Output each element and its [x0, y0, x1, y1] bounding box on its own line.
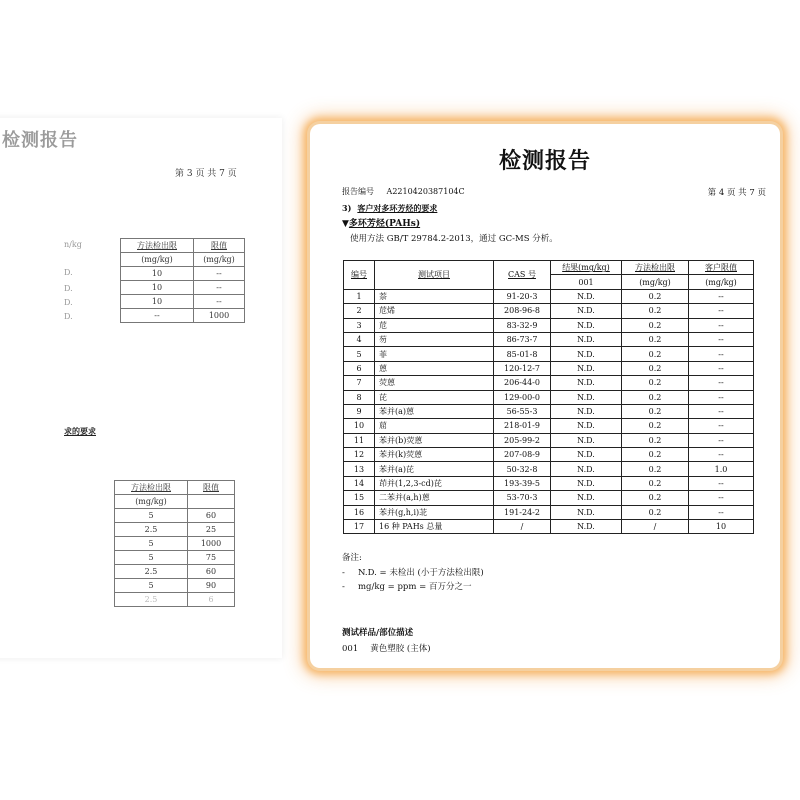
- table-header-unit: (mg/kg): [121, 253, 194, 267]
- cell-mdl: 0.2: [622, 476, 689, 490]
- cell-no: 6: [344, 361, 375, 375]
- report-number: [342, 186, 465, 197]
- cell-no: 11: [344, 433, 375, 447]
- cell-cas: 208-96-8: [494, 304, 551, 318]
- cell-result: N.D.: [551, 390, 622, 404]
- back-page-number: 第 3 页 共 7 页: [175, 169, 237, 179]
- note-dash: -: [342, 582, 345, 592]
- cell-mdl: 0.2: [622, 332, 689, 346]
- back-table-a: [120, 238, 245, 323]
- table-cell: 75: [188, 551, 235, 565]
- table-row: [115, 593, 235, 607]
- report-number-label: 报告编号: [342, 187, 374, 196]
- cell-item: 苯并(a)蒽: [375, 404, 494, 418]
- table-row: [344, 376, 754, 390]
- note-item: [342, 566, 484, 578]
- table-row: [344, 347, 754, 361]
- table-cell: 10: [121, 281, 194, 295]
- table-cell: 2.5: [115, 565, 188, 579]
- cell-result: N.D.: [551, 448, 622, 462]
- table-cell: --: [194, 295, 245, 309]
- sample-row: [342, 642, 431, 654]
- table-cell: 60: [188, 565, 235, 579]
- cell-limit: --: [689, 304, 754, 318]
- section-title: 客户对多环芳烃的要求: [357, 203, 438, 213]
- cell-cas: 120-12-7: [494, 361, 551, 375]
- cell-mdl: 0.2: [622, 304, 689, 318]
- back-page: [0, 118, 282, 658]
- back-section-label: 求的要求: [64, 426, 96, 436]
- cell-result: N.D.: [551, 404, 622, 418]
- cell-mdl: 0.2: [622, 318, 689, 332]
- cell-cas: /: [494, 520, 551, 534]
- sample-id: 001: [342, 644, 359, 654]
- cell-no: 17: [344, 520, 375, 534]
- cell-item: 苯并(k)荧蒽: [375, 448, 494, 462]
- col-header-limit-unit: (mg/kg): [689, 275, 754, 289]
- page-title: 检测报告: [498, 149, 591, 174]
- sample-desc: 黄色塑胶 (主体): [370, 644, 431, 654]
- subsection-heading: [342, 216, 420, 229]
- method-text: 使用方法 GB/T 29784.2-2013，通过 GC-MS 分析。: [350, 234, 558, 244]
- cell-result: N.D.: [551, 462, 622, 476]
- cell-result: N.D.: [551, 332, 622, 346]
- note-text: mg/kg = ppm = 百万分之一: [358, 582, 472, 592]
- table-row: [121, 239, 245, 253]
- table-row: [344, 448, 754, 462]
- cell-result: N.D.: [551, 419, 622, 433]
- cell-no: 16: [344, 505, 375, 519]
- back-side-label: D.: [64, 298, 73, 307]
- table-cell: 1000: [194, 309, 245, 323]
- col-header-sample: 001: [551, 275, 622, 289]
- cell-item: 苊: [375, 318, 494, 332]
- back-page-title: 检测报告: [2, 130, 78, 151]
- cell-cas: 50-32-8: [494, 462, 551, 476]
- cell-limit: --: [689, 505, 754, 519]
- table-row: [121, 267, 245, 281]
- cell-mdl: 0.2: [622, 505, 689, 519]
- table-cell: 5: [115, 509, 188, 523]
- cell-result: N.D.: [551, 476, 622, 490]
- table-header-unit: (mg/kg): [194, 253, 245, 267]
- col-header-mdl-unit: (mg/kg): [622, 275, 689, 289]
- back-side-label: D.: [64, 284, 73, 293]
- samples-title: 测试样品/部位描述: [342, 628, 414, 638]
- cell-no: 13: [344, 462, 375, 476]
- cell-no: 1: [344, 289, 375, 303]
- cell-limit: --: [689, 491, 754, 505]
- table-cell: --: [121, 309, 194, 323]
- table-row: [344, 390, 754, 404]
- cell-no: 14: [344, 476, 375, 490]
- table-header: 限值: [188, 481, 235, 495]
- cell-limit: --: [689, 419, 754, 433]
- cell-mdl: 0.2: [622, 347, 689, 361]
- section-number: 3): [342, 203, 352, 213]
- table-row: [344, 404, 754, 418]
- table-row: [344, 318, 754, 332]
- table-row: [115, 565, 235, 579]
- cell-cas: 191-24-2: [494, 505, 551, 519]
- cell-result: N.D.: [551, 304, 622, 318]
- cell-cas: 218-01-9: [494, 419, 551, 433]
- cell-no: 8: [344, 390, 375, 404]
- table-cell: 2.5: [115, 593, 188, 607]
- cell-item: 萘: [375, 289, 494, 303]
- note-dash: -: [342, 568, 345, 578]
- notes-title: 备注:: [342, 553, 362, 563]
- table-row: [115, 537, 235, 551]
- cell-no: 9: [344, 404, 375, 418]
- table-row: [344, 419, 754, 433]
- front-page: [310, 124, 780, 668]
- cell-limit: 10: [689, 520, 754, 534]
- back-side-label: n/kg: [64, 240, 82, 249]
- cell-cas: 205-99-2: [494, 433, 551, 447]
- cell-limit: --: [689, 332, 754, 346]
- table-header: 方法检出限: [121, 239, 194, 253]
- cell-item: 菲: [375, 347, 494, 361]
- col-header-result: 结果(mg/kg): [551, 261, 622, 275]
- table-header-unit: [188, 495, 235, 509]
- table-row: [344, 361, 754, 375]
- cell-result: N.D.: [551, 491, 622, 505]
- cell-result: N.D.: [551, 520, 622, 534]
- table-row: [115, 495, 235, 509]
- table-cell: 2.5: [115, 523, 188, 537]
- table-cell: 1000: [188, 537, 235, 551]
- table-cell: 5: [115, 551, 188, 565]
- cell-item: 芴: [375, 332, 494, 346]
- results-table: [343, 260, 754, 534]
- table-row: [344, 462, 754, 476]
- table-row: [344, 491, 754, 505]
- cell-mdl: 0.2: [622, 361, 689, 375]
- cell-cas: 85-01-8: [494, 347, 551, 361]
- section-heading: [342, 203, 437, 214]
- table-row: [344, 289, 754, 303]
- table-row: [115, 481, 235, 495]
- cell-mdl: /: [622, 520, 689, 534]
- table-cell: --: [194, 267, 245, 281]
- cell-item: 苯并(a)芘: [375, 462, 494, 476]
- cell-item: 16 种 PAHs 总量: [375, 520, 494, 534]
- col-header-no: 编号: [344, 261, 375, 290]
- table-cell: --: [194, 281, 245, 295]
- cell-mdl: 0.2: [622, 376, 689, 390]
- cell-result: N.D.: [551, 318, 622, 332]
- col-header-item: 测试项目: [375, 261, 494, 290]
- cell-limit: --: [689, 433, 754, 447]
- cell-mdl: 0.2: [622, 289, 689, 303]
- cell-cas: 56-55-3: [494, 404, 551, 418]
- note-text: N.D. = 未检出 (小于方法检出限): [358, 568, 484, 578]
- cell-limit: --: [689, 448, 754, 462]
- cell-mdl: 0.2: [622, 419, 689, 433]
- cell-cas: 91-20-3: [494, 289, 551, 303]
- cell-cas: 83-32-9: [494, 318, 551, 332]
- table-cell: 90: [188, 579, 235, 593]
- cell-cas: 206-44-0: [494, 376, 551, 390]
- table-row: [115, 523, 235, 537]
- cell-item: 蒽: [375, 361, 494, 375]
- cell-result: N.D.: [551, 361, 622, 375]
- cell-mdl: 0.2: [622, 448, 689, 462]
- table-row: [115, 579, 235, 593]
- cell-result: N.D.: [551, 376, 622, 390]
- cell-no: 7: [344, 376, 375, 390]
- cell-no: 12: [344, 448, 375, 462]
- cell-limit: --: [689, 318, 754, 332]
- cell-limit: --: [689, 376, 754, 390]
- cell-item: 茚并(1,2,3-cd)芘: [375, 476, 494, 490]
- cell-limit: --: [689, 404, 754, 418]
- cell-item: 苊烯: [375, 304, 494, 318]
- table-cell: 25: [188, 523, 235, 537]
- table-row: [344, 476, 754, 490]
- cell-limit: --: [689, 476, 754, 490]
- cell-cas: 207-08-9: [494, 448, 551, 462]
- table-row: [344, 505, 754, 519]
- cell-result: N.D.: [551, 433, 622, 447]
- table-row: [121, 295, 245, 309]
- cell-cas: 53-70-3: [494, 491, 551, 505]
- table-cell: 6: [188, 593, 235, 607]
- cell-limit: 1.0: [689, 462, 754, 476]
- page-number: 第 4 页 共 7 页: [707, 188, 766, 198]
- cell-item: 苯并(b)荧蒽: [375, 433, 494, 447]
- cell-item: 芘: [375, 390, 494, 404]
- cell-no: 2: [344, 304, 375, 318]
- cell-cas: 86-73-7: [494, 332, 551, 346]
- cell-item: 二苯并(a,h)蒽: [375, 491, 494, 505]
- cell-result: N.D.: [551, 289, 622, 303]
- table-header: 方法检出限: [115, 481, 188, 495]
- table-cell: 5: [115, 579, 188, 593]
- back-side-label: D.: [64, 268, 73, 277]
- table-row: [344, 304, 754, 318]
- table-header-row: [344, 261, 754, 275]
- cell-no: 4: [344, 332, 375, 346]
- cell-mdl: 0.2: [622, 491, 689, 505]
- cell-cas: 129-00-0: [494, 390, 551, 404]
- cell-no: 5: [344, 347, 375, 361]
- table-row: [121, 253, 245, 267]
- table-cell: 10: [121, 267, 194, 281]
- triangle-down-icon: ▼: [342, 219, 349, 229]
- cell-no: 15: [344, 491, 375, 505]
- table-cell: 60: [188, 509, 235, 523]
- table-cell: 10: [121, 295, 194, 309]
- cell-item: 䓛: [375, 419, 494, 433]
- cell-item: 荧蒽: [375, 376, 494, 390]
- subsection-title: 多环芳烃(PAHs): [348, 219, 421, 229]
- cell-result: N.D.: [551, 505, 622, 519]
- back-table-b: [114, 480, 235, 607]
- col-header-mdl: 方法检出限: [622, 261, 689, 275]
- table-row: [115, 551, 235, 565]
- col-header-cas: CAS 号: [494, 261, 551, 290]
- cell-mdl: 0.2: [622, 462, 689, 476]
- table-row: [344, 332, 754, 346]
- cell-limit: --: [689, 390, 754, 404]
- cell-mdl: 0.2: [622, 433, 689, 447]
- cell-limit: --: [689, 289, 754, 303]
- table-row: [344, 520, 754, 534]
- cell-no: 10: [344, 419, 375, 433]
- back-side-label: D.: [64, 312, 73, 321]
- col-header-limit: 客户限值: [689, 261, 754, 275]
- cell-limit: --: [689, 361, 754, 375]
- table-row: [115, 509, 235, 523]
- table-header: 限值: [194, 239, 245, 253]
- cell-item: 苯并(g,h,i)苝: [375, 505, 494, 519]
- cell-cas: 193-39-5: [494, 476, 551, 490]
- cell-mdl: 0.2: [622, 404, 689, 418]
- cell-mdl: 0.2: [622, 390, 689, 404]
- cell-limit: --: [689, 347, 754, 361]
- cell-no: 3: [344, 318, 375, 332]
- table-row: [121, 281, 245, 295]
- report-number-value: A2210420387104C: [386, 187, 465, 196]
- table-row: [344, 433, 754, 447]
- note-item: [342, 580, 471, 592]
- table-row: [121, 309, 245, 323]
- cell-result: N.D.: [551, 347, 622, 361]
- table-cell: 5: [115, 537, 188, 551]
- table-header-unit: (mg/kg): [115, 495, 188, 509]
